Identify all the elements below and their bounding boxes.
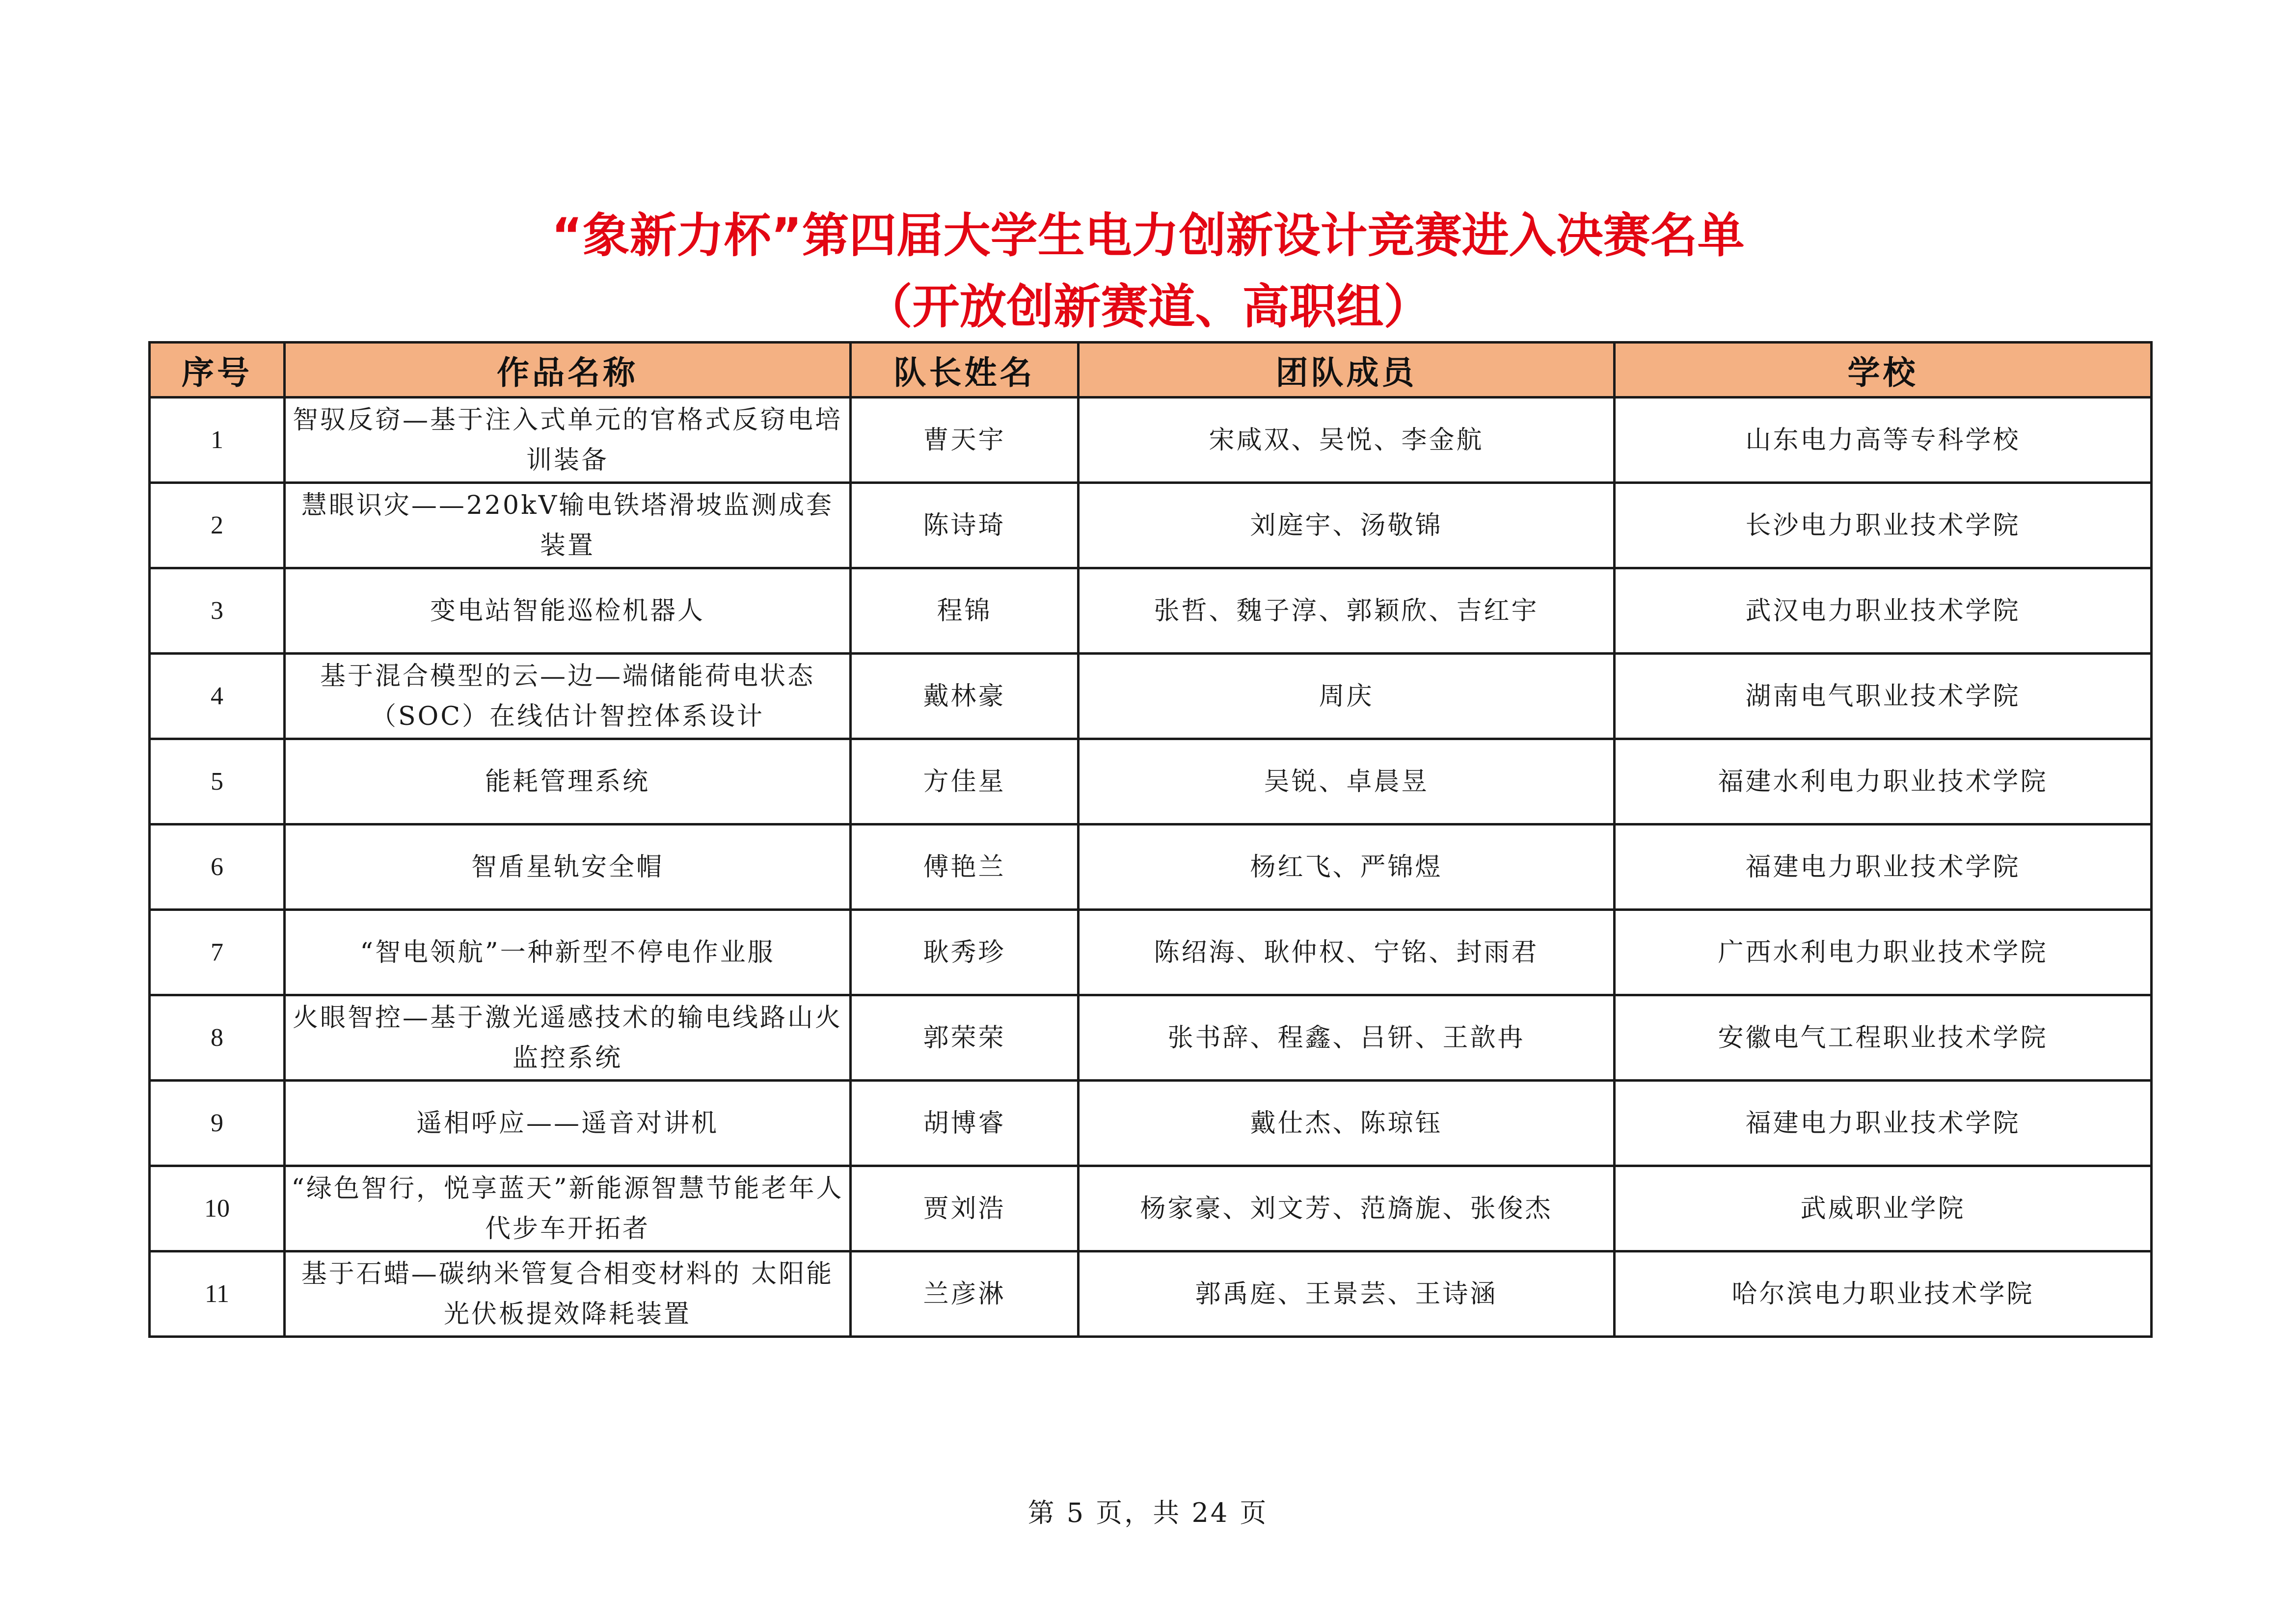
cell-captain: 曹天宇 — [851, 398, 1079, 483]
cell-school: 长沙电力职业技术学院 — [1615, 483, 2152, 568]
document-title: “象新力杯”第四届大学生电力创新设计竞赛进入决赛名单 — [551, 208, 1745, 263]
cell-school: 山东电力高等专科学校 — [1615, 398, 2152, 483]
cell-captain: 贾刘浩 — [851, 1166, 1079, 1251]
cell-school: 武威职业学院 — [1615, 1166, 2152, 1251]
cell-captain: 胡博睿 — [851, 1081, 1079, 1166]
cell-number: 7 — [150, 910, 285, 995]
column-header-school: 学校 — [1615, 343, 2152, 398]
table-row — [150, 1166, 2152, 1251]
table-row — [150, 483, 2152, 568]
cell-school: 福建电力职业技术学院 — [1615, 825, 2152, 910]
finalists-table — [148, 341, 2153, 1338]
table-row — [150, 568, 2152, 654]
cell-project: 慧眼识灾——220kV输电铁塔滑坡监测成套装置 — [285, 483, 851, 568]
cell-school: 武汉电力职业技术学院 — [1615, 568, 2152, 654]
cell-members: 戴仕杰、陈琼钰 — [1079, 1081, 1615, 1166]
cell-project: 智盾星轨安全帽 — [285, 825, 851, 910]
table-row — [150, 739, 2152, 825]
cell-project: 智驭反窃—基于注入式单元的官格式反窃电培训装备 — [285, 398, 851, 483]
cell-project: 基于石蜡—碳纳米管复合相变材料的 太阳能光伏板提效降耗装置 — [285, 1251, 851, 1337]
cell-project: 能耗管理系统 — [285, 739, 851, 825]
cell-members: 杨家豪、刘文芳、范旖旎、张俊杰 — [1079, 1166, 1615, 1251]
table-row — [150, 1251, 2152, 1337]
cell-captain: 兰彦淋 — [851, 1251, 1079, 1337]
document-subtitle: （开放创新赛道、高职组） — [865, 279, 1431, 334]
cell-project: “智电领航”一种新型不停电作业服 — [285, 910, 851, 995]
table-header-row — [150, 343, 2152, 398]
cell-number: 3 — [150, 568, 285, 654]
cell-number: 4 — [150, 654, 285, 739]
cell-school: 广西水利电力职业技术学院 — [1615, 910, 2152, 995]
cell-members: 杨红飞、严锦煜 — [1079, 825, 1615, 910]
table-row — [150, 398, 2152, 483]
column-header-number: 序号 — [150, 343, 285, 398]
column-header-captain: 队长姓名 — [851, 343, 1079, 398]
cell-members: 宋咸双、吴悦、李金航 — [1079, 398, 1615, 483]
table-row — [150, 825, 2152, 910]
cell-members: 郭禹庭、王景芸、王诗涵 — [1079, 1251, 1615, 1337]
cell-school: 福建水利电力职业技术学院 — [1615, 739, 2152, 825]
cell-members: 周庆 — [1079, 654, 1615, 739]
cell-school: 哈尔滨电力职业技术学院 — [1615, 1251, 2152, 1337]
cell-members: 张哲、魏子淳、郭颖欣、吉红宇 — [1079, 568, 1615, 654]
table-row — [150, 1081, 2152, 1166]
cell-captain: 戴林豪 — [851, 654, 1079, 739]
cell-number: 10 — [150, 1166, 285, 1251]
cell-school: 湖南电气职业技术学院 — [1615, 654, 2152, 739]
cell-project: 遥相呼应——遥音对讲机 — [285, 1081, 851, 1166]
table-row — [150, 654, 2152, 739]
column-header-members: 团队成员 — [1079, 343, 1615, 398]
column-header-project: 作品名称 — [285, 343, 851, 398]
cell-project: 火眼智控—基于激光遥感技术的输电线路山火监控系统 — [285, 995, 851, 1081]
cell-captain: 陈诗琦 — [851, 483, 1079, 568]
table-row — [150, 910, 2152, 995]
cell-school: 福建电力职业技术学院 — [1615, 1081, 2152, 1166]
cell-captain: 程锦 — [851, 568, 1079, 654]
cell-project: 基于混合模型的云—边—端储能荷电状态（SOC）在线估计智控体系设计 — [285, 654, 851, 739]
page-number: 第 5 页，共 24 页 — [1027, 1497, 1269, 1528]
cell-number: 9 — [150, 1081, 285, 1166]
cell-captain: 傅艳兰 — [851, 825, 1079, 910]
cell-members: 刘庭宇、汤敬锦 — [1079, 483, 1615, 568]
cell-number: 6 — [150, 825, 285, 910]
cell-number: 5 — [150, 739, 285, 825]
cell-number: 1 — [150, 398, 285, 483]
cell-project: 变电站智能巡检机器人 — [285, 568, 851, 654]
cell-members: 陈绍海、耿仲权、宁铭、封雨君 — [1079, 910, 1615, 995]
cell-members: 吴锐、卓晨昱 — [1079, 739, 1615, 825]
cell-number: 2 — [150, 483, 285, 568]
cell-number: 8 — [150, 995, 285, 1081]
table-row — [150, 995, 2152, 1081]
cell-members: 张书辞、程鑫、吕钘、王歆冉 — [1079, 995, 1615, 1081]
cell-captain: 耿秀珍 — [851, 910, 1079, 995]
cell-project: “绿色智行，悦享蓝天”新能源智慧节能老年人代步车开拓者 — [285, 1166, 851, 1251]
cell-number: 11 — [150, 1251, 285, 1337]
cell-captain: 方佳星 — [851, 739, 1079, 825]
cell-captain: 郭荣荣 — [851, 995, 1079, 1081]
cell-school: 安徽电气工程职业技术学院 — [1615, 995, 2152, 1081]
table-body — [150, 398, 2152, 1337]
